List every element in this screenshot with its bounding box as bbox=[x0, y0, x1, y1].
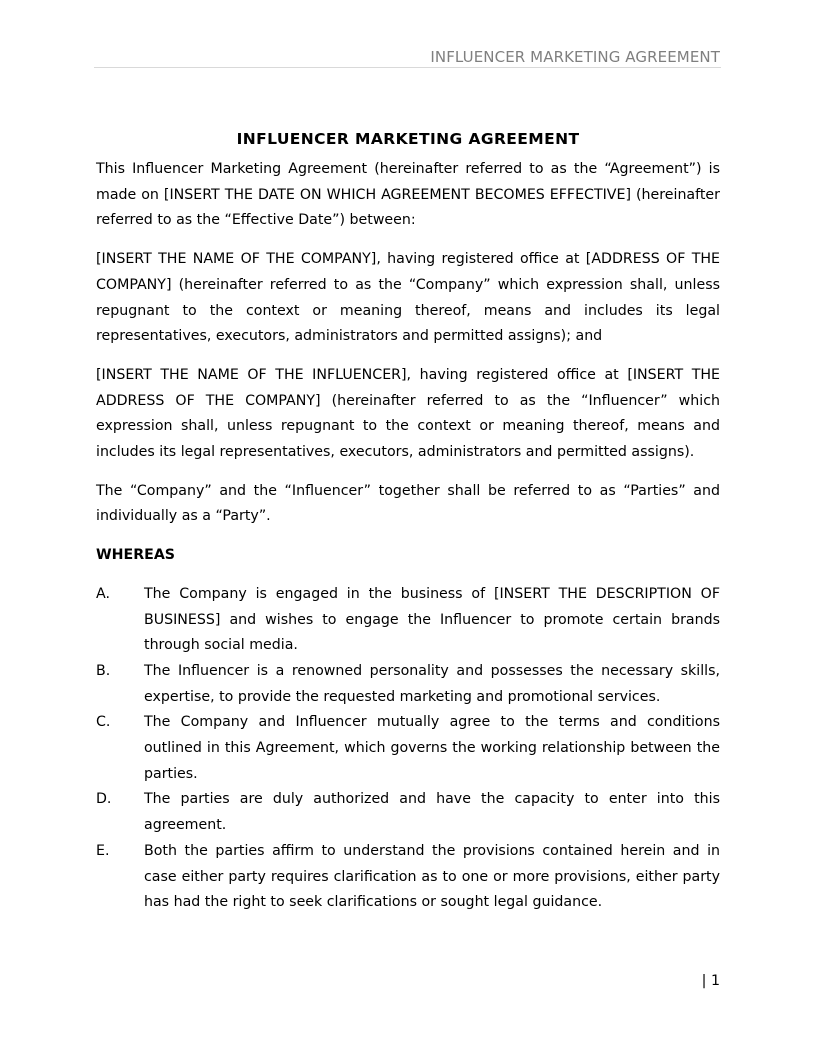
page-header bbox=[94, 47, 721, 68]
recital-text: Both the parties affirm to understand the provisions contained herein and in case either party requires clarification as to one or more provisions, either party has had the right to seek clarifications or sought legal guidance. bbox=[144, 842, 720, 911]
recital-item bbox=[96, 839, 720, 916]
recital-text: The Company and Influencer mutually agree to the terms and conditions outlined in this Agreement, which governs the working relationship between the parties. bbox=[144, 714, 720, 782]
influencer-party-paragraph: [INSERT THE NAME OF THE INFLUENCER], having registered office at [INSERT THE ADDRESS OF THE COMPANY] (hereinafter referred to as the “Influencer” which expression shall, unless repugnant to the context or meaning thereof, means and includes its legal representatives, executors, administrators and permitted assigns). bbox=[96, 366, 720, 461]
recitals-list bbox=[96, 582, 720, 916]
document-body bbox=[96, 128, 720, 916]
recital-letter: B. bbox=[96, 662, 111, 679]
recital-letter: E. bbox=[96, 842, 110, 859]
page-number: | 1 bbox=[701, 973, 720, 989]
document-title: INFLUENCER MARKETING AGREEMENT bbox=[236, 130, 580, 148]
recital-text: The Influencer is a renowned personality and possesses the necessary skills, expertise, to provide the requested marketing and promotional services. bbox=[144, 662, 720, 705]
recital-letter: A. bbox=[96, 585, 110, 602]
whereas-heading: WHEREAS bbox=[96, 547, 176, 564]
recital-text: The Company is engaged in the business of [INSERT THE DESCRIPTION OF BUSINESS] and wishes to engage the Influencer to promote certain brands through social media. bbox=[144, 585, 720, 654]
header-title: INFLUENCER MARKETING AGREEMENT bbox=[430, 48, 720, 66]
recital-item bbox=[96, 659, 720, 710]
intro-paragraph: This Influencer Marketing Agreement (hereinafter referred to as the “Agreement”) is made on [INSERT THE DATE ON WHICH AGREEMENT BECOMES EFFECTIVE] (hereinafter referred to as the “Effective Date”) between: bbox=[96, 161, 720, 229]
recital-text: The parties are duly authorized and have the capacity to enter into this agreement. bbox=[144, 791, 720, 834]
recital-letter: C. bbox=[96, 714, 111, 731]
recital-item bbox=[96, 710, 720, 787]
parties-definition-paragraph: The “Company” and the “Influencer” together shall be referred to as “Parties” and individually as a “Party”. bbox=[96, 482, 720, 525]
company-party-paragraph: [INSERT THE NAME OF THE COMPANY], having registered office at [ADDRESS OF THE COMPANY] (hereinafter referred to as the “Company” which expression shall, unless repugnant to the context or meaning thereof, means and includes its legal representatives, executors, administrators and permitted assigns); and bbox=[96, 251, 720, 345]
recital-item bbox=[96, 787, 720, 838]
recital-item bbox=[96, 582, 720, 659]
recital-letter: D. bbox=[96, 791, 112, 808]
